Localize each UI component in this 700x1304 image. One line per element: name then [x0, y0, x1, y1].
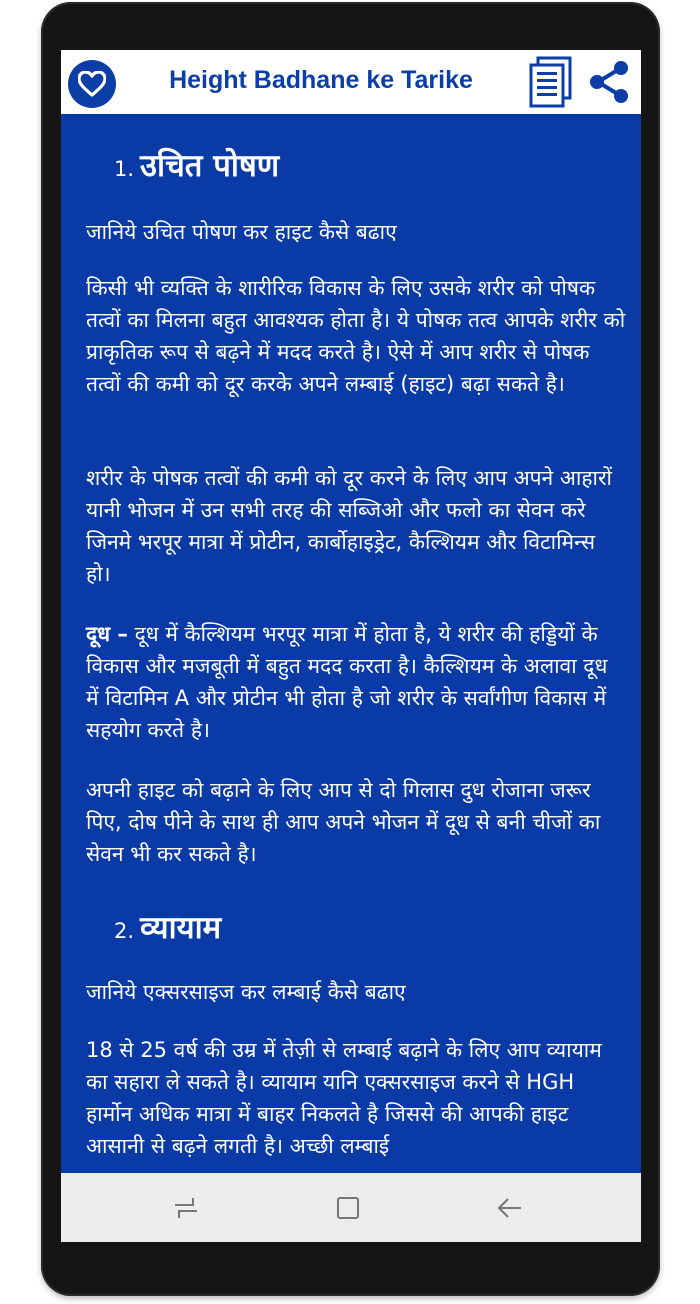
app-title: Height Badhane ke Tarike	[169, 66, 473, 94]
home-button[interactable]	[331, 1191, 365, 1225]
share-icon	[585, 58, 633, 106]
section-heading	[114, 144, 279, 186]
section-number: 2.	[114, 919, 135, 943]
app-screen	[61, 50, 641, 1242]
section-title: उचित पोषण	[140, 148, 280, 184]
home-icon	[331, 1191, 365, 1225]
document-button[interactable]	[529, 56, 573, 108]
section-heading	[114, 906, 221, 948]
back-button[interactable]	[493, 1191, 527, 1225]
section-subtitle: जानिये उचित पोषण कर हाइट कैसे बढाए	[86, 220, 397, 244]
share-button[interactable]	[585, 58, 633, 106]
recent-apps-button[interactable]	[169, 1191, 203, 1225]
heart-icon	[78, 71, 106, 97]
paragraph: अपनी हाइट को बढ़ाने के लिए आप से दो गिलास दुध रोजाना जरूर पिए, दोष पीने के साथ ही आप अपने भोजन में दूध से बनी चीजों का सेवन भी कर सकते है।	[86, 778, 601, 866]
milk-text: दूध में कैल्शियम भरपूर मात्रा में होता है, ये शरीर की हड्डियों के विकास और मजबूती में बहुत मदद करता है। कैल्शियम के अलावा दूध में विटामिन A और प्रोटीन भी होता है जो शरीर के सर्वांगीण विकास में सहयोग करते है।	[86, 622, 608, 742]
app-bar	[61, 50, 641, 114]
section-title: व्यायाम	[140, 910, 222, 946]
recent-apps-icon	[169, 1191, 203, 1225]
back-icon	[493, 1191, 527, 1225]
section-number: 1.	[114, 157, 135, 181]
article-content[interactable]	[61, 114, 641, 1173]
milk-label: दूध –	[86, 622, 128, 646]
paragraph: किसी भी व्यक्ति के शारीरिक विकास के लिए उसके शरीर को पोषक तत्वों का मिलना बहुत आवश्यक होता है। ये पोषक तत्व आपके शरीर को प्राकृतिक रूप से बढ़ने में मदद करते है। ऐसे में आप शरीर से पोषक तत्वों की कमी को दूर करके अपने लम्बाई (हाइट) बढ़ा सकते है।	[86, 276, 626, 396]
milk-paragraph	[86, 618, 626, 746]
section-subtitle: जानिये एक्सरसाइज कर लम्बाई कैसे बढाए	[86, 980, 406, 1004]
favorite-button[interactable]	[68, 60, 116, 108]
document-icon	[529, 56, 573, 108]
system-nav-bar	[61, 1173, 641, 1242]
paragraph: शरीर के पोषक तत्वों की कमी को दूर करने के लिए आप अपने आहारों यानी भोजन में उन सभी तरह की सब्जिओ और फलो का सेवन करे जिनमे भरपूर मात्रा में प्रोटीन, कार्बोहाइड्रेट, कैल्शियम और विटामिन्स हो।	[86, 466, 612, 586]
paragraph: 18 से 25 वर्ष की उम्र में तेज़ी से लम्बाई बढ़ाने के लिए आप व्यायाम का सहारा ले सकते है। व्यायाम यानि एक्सरसाइज करने से HGH हार्मोन अधिक मात्रा में बाहर निकलते है जिससे की आपकी हाइट आसानी से बढ़ने लगती है। अच्छी लम्बाई	[86, 1038, 602, 1158]
